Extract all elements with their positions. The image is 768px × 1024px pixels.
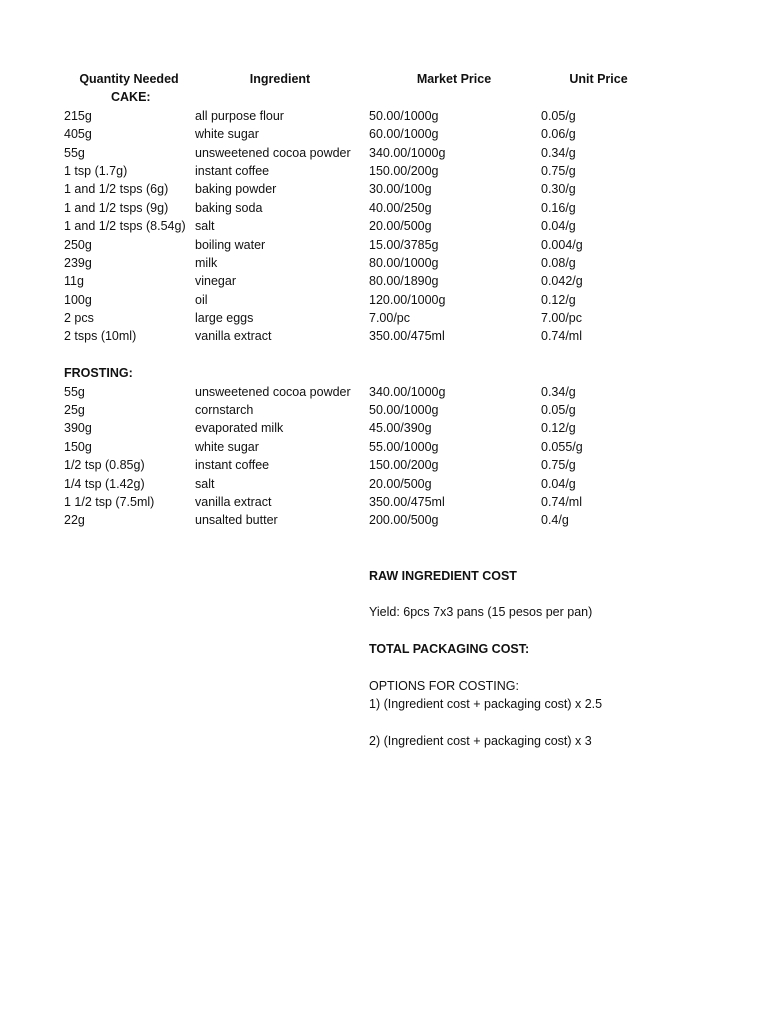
- costing-option-2: 2) (Ingredient cost + packaging cost) x 3: [369, 734, 592, 749]
- ingredient-cell: cornstarch: [195, 403, 254, 418]
- ingredient-cell: instant coffee: [195, 458, 270, 473]
- unit-price-cell: 0.004/g: [541, 237, 583, 252]
- ingredient-cell: milk: [195, 255, 218, 270]
- table-row: [64, 511, 704, 529]
- qty-cell: 405g: [64, 127, 92, 142]
- ingredient-cell: evaporated milk: [195, 421, 284, 436]
- ingredient-cell: white sugar: [195, 127, 259, 142]
- market-price-cell: 80.00/1000g: [369, 255, 439, 270]
- cake-section-title: CAKE:: [111, 90, 151, 105]
- spacer: [64, 714, 704, 732]
- market-price-cell: 55.00/1000g: [369, 439, 439, 454]
- qty-cell: 11g: [64, 274, 84, 289]
- table-row: [64, 162, 704, 180]
- qty-cell: 1/2 tsp (0.85g): [64, 458, 145, 473]
- market-price-cell: 350.00/475ml: [369, 329, 445, 344]
- spacer: [64, 622, 704, 640]
- ingredient-cell: boiling water: [195, 237, 266, 252]
- spacer: [64, 585, 704, 603]
- unit-price-cell: 0.34/g: [541, 145, 576, 160]
- spacer: [64, 346, 704, 364]
- table-row: [64, 107, 704, 125]
- ingredient-cell: salt: [195, 476, 215, 491]
- market-price-cell: 200.00/500g: [369, 513, 439, 528]
- market-price-cell: 340.00/1000g: [369, 384, 446, 399]
- unit-price-cell: 0.16/g: [541, 200, 576, 215]
- table-row: [64, 327, 704, 345]
- market-price-cell: 150.00/200g: [369, 163, 439, 178]
- market-price-cell: 50.00/1000g: [369, 403, 439, 418]
- unit-price-cell: 0.34/g: [541, 384, 576, 399]
- unit-price-cell: 0.30/g: [541, 182, 576, 197]
- table-row: [64, 125, 704, 143]
- ingredient-cell: instant coffee: [195, 163, 270, 178]
- ingredient-cell: unsweetened cocoa powder: [195, 384, 351, 399]
- raw-ingredient-cost-label: RAW INGREDIENT COST: [369, 568, 517, 583]
- unit-price-cell: 0.74/ml: [541, 494, 582, 509]
- market-price-cell: 60.00/1000g: [369, 127, 439, 142]
- table-row: [64, 254, 704, 272]
- unit-price-cell: 0.12/g: [541, 292, 576, 307]
- market-price-cell: 150.00/200g: [369, 458, 439, 473]
- unit-price-cell: 0.06/g: [541, 127, 576, 142]
- qty-cell: 25g: [64, 403, 85, 418]
- table-row: [64, 180, 704, 198]
- market-price-cell: 350.00/475ml: [369, 494, 445, 509]
- header-ingredient: Ingredient: [249, 72, 311, 86]
- table-row: [64, 456, 704, 474]
- qty-cell: 150g: [64, 439, 92, 454]
- ingredient-cell: vanilla extract: [195, 494, 272, 509]
- qty-cell: 100g: [64, 292, 92, 307]
- market-price-cell: 340.00/1000g: [369, 145, 446, 160]
- qty-cell: 55g: [64, 145, 85, 160]
- frosting-rows: [64, 383, 704, 530]
- ingredient-cell: salt: [195, 219, 215, 234]
- qty-cell: 1 tsp (1.7g): [64, 163, 128, 178]
- unit-price-cell: 0.04/g: [541, 219, 576, 234]
- qty-cell: 2 tsps (10ml): [64, 329, 137, 344]
- qty-cell: 1 and 1/2 tsps (9g): [64, 200, 169, 215]
- qty-cell: 215g: [64, 108, 92, 123]
- unit-price-cell: 0.74/ml: [541, 329, 582, 344]
- qty-cell: 390g: [64, 421, 92, 436]
- ingredient-cell: vanilla extract: [195, 329, 272, 344]
- ingredient-cell: all purpose flour: [195, 108, 284, 123]
- costing-sheet: [64, 70, 704, 750]
- unit-price-cell: 0.055/g: [541, 439, 583, 454]
- unit-price-cell: 0.75/g: [541, 458, 576, 473]
- unit-price-cell: 0.04/g: [541, 476, 576, 491]
- table-row: [64, 438, 704, 456]
- market-price-cell: 30.00/100g: [369, 182, 432, 197]
- unit-price-cell: 0.75/g: [541, 163, 576, 178]
- market-price-cell: 120.00/1000g: [369, 292, 446, 307]
- table-row: [64, 401, 704, 419]
- table-row: [64, 144, 704, 162]
- table-row: [64, 475, 704, 493]
- ingredient-cell: white sugar: [195, 439, 259, 454]
- header-unit-price: Unit Price: [569, 72, 628, 86]
- unit-price-cell: 0.12/g: [541, 421, 576, 436]
- unit-price-cell: 7.00/pc: [541, 311, 583, 326]
- spacer: [64, 659, 704, 677]
- table-row: [64, 272, 704, 290]
- spacer: [64, 548, 704, 566]
- table-row: [64, 383, 704, 401]
- table-row: [64, 309, 704, 327]
- market-price-cell: 20.00/500g: [369, 219, 432, 234]
- qty-cell: 250g: [64, 237, 92, 252]
- ingredient-cell: vinegar: [195, 274, 236, 289]
- market-price-cell: 15.00/3785g: [369, 237, 439, 252]
- spacer: [64, 530, 704, 548]
- header-row: [64, 70, 704, 88]
- ingredient-cell: unsweetened cocoa powder: [195, 145, 351, 160]
- qty-cell: 55g: [64, 384, 85, 399]
- qty-cell: 1/4 tsp (1.42g): [64, 476, 145, 491]
- table-row: [64, 493, 704, 511]
- ingredient-cell: large eggs: [195, 311, 254, 326]
- total-packaging-cost-label: TOTAL PACKAGING COST:: [369, 642, 530, 657]
- header-quantity: Quantity Needed: [79, 72, 179, 86]
- unit-price-cell: 0.05/g: [541, 108, 576, 123]
- table-row: [64, 419, 704, 437]
- table-row: [64, 291, 704, 309]
- ingredient-cell: baking powder: [195, 182, 277, 197]
- unit-price-cell: 0.05/g: [541, 403, 576, 418]
- cake-rows: [64, 107, 704, 346]
- table-row: [64, 217, 704, 235]
- table-row: [64, 236, 704, 254]
- unit-price-cell: 0.4/g: [541, 513, 569, 528]
- market-price-cell: 20.00/500g: [369, 476, 432, 491]
- frosting-section-title: FROSTING:: [64, 366, 133, 381]
- market-price-cell: 7.00/pc: [369, 311, 411, 326]
- ingredient-cell: oil: [195, 292, 208, 307]
- header-market-price: Market Price: [416, 72, 492, 86]
- market-price-cell: 80.00/1890g: [369, 274, 439, 289]
- market-price-cell: 50.00/1000g: [369, 108, 439, 123]
- unit-price-cell: 0.08/g: [541, 255, 576, 270]
- table-row: [64, 199, 704, 217]
- costing-option-1: 1) (Ingredient cost + packaging cost) x 2.5: [369, 697, 603, 712]
- unit-price-cell: 0.042/g: [541, 274, 583, 289]
- ingredient-cell: unsalted butter: [195, 513, 278, 528]
- qty-cell: 1 and 1/2 tsps (8.54g): [64, 219, 186, 234]
- qty-cell: 1 and 1/2 tsps (6g): [64, 182, 169, 197]
- qty-cell: 1 1/2 tsp (7.5ml): [64, 494, 155, 509]
- costing-options-title: OPTIONS FOR COSTING:: [369, 678, 520, 693]
- yield-note: Yield: 6pcs 7x3 pans (15 pesos per pan): [369, 605, 593, 620]
- qty-cell: 239g: [64, 255, 92, 270]
- market-price-cell: 40.00/250g: [369, 200, 432, 215]
- ingredient-cell: baking soda: [195, 200, 263, 215]
- market-price-cell: 45.00/390g: [369, 421, 432, 436]
- qty-cell: 2 pcs: [64, 311, 94, 326]
- qty-cell: 22g: [64, 513, 85, 528]
